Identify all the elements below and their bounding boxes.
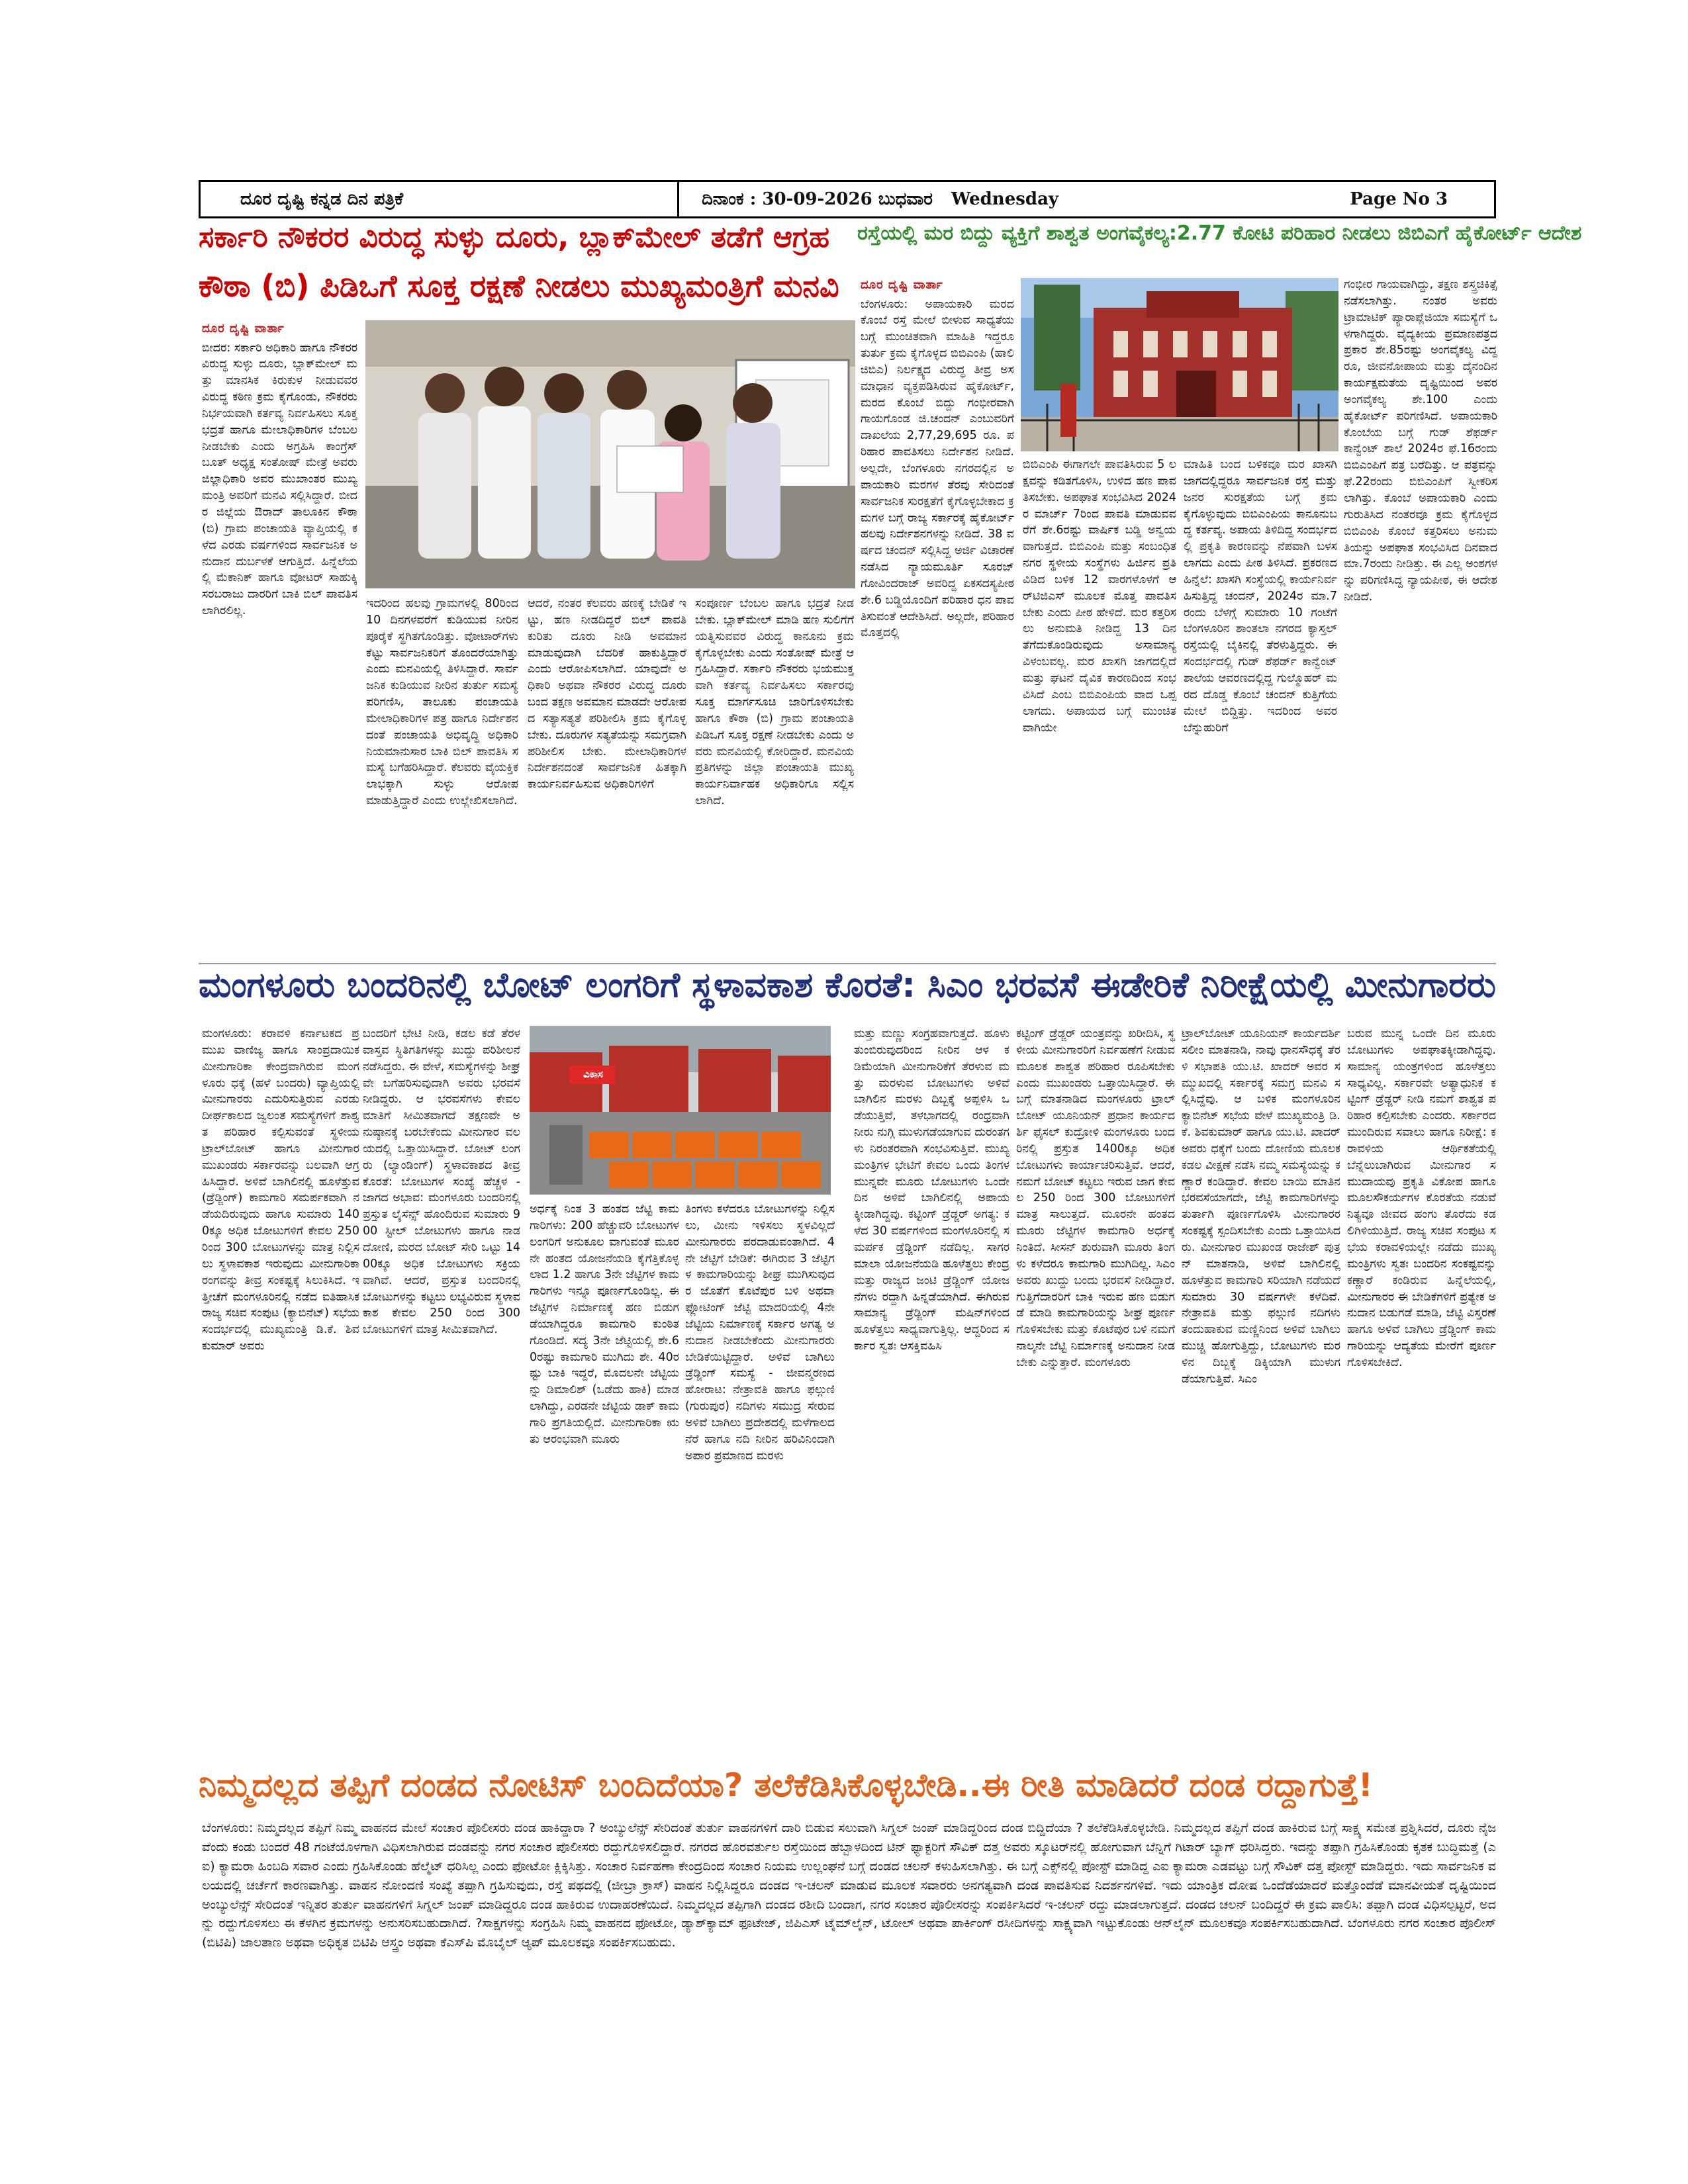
story3-col3: ಅರ್ಧಕ್ಕೆ ನಿಂತ 3 ಹಂತದ ಜೆಟ್ಟಿ ಕಾಮಗಾರಿಗಳು: 200 ಹೆಚ್ಚುವರಿ ಬೋಟುಗಳ ಲಂಗರಿಗೆ ಅನುಕೂಲ ವಾಗುವಂತೆ ಮೂರನೇ ಹಂತದ ಯೋಜನೆಯಡಿ ಕೈಗೆತ್ತಿಕೊಳ್ಳಲಾದ 1.2 ಹಾಗೂ 3ನೇ ಜೆಟ್ಟಿಗಳ ಕಾಮಗಾರಿಗಳು ಇನ್ನೂ ಪೂರ್ಣಗೊಂಡಿಲ್ಲ. ಈ ಜೆಟ್ಟಿಗಳ ನಿರ್ಮಾಣಕ್ಕೆ ಹಣ ಬಿಡುಗಡೆಯಾಗಿದ್ದರೂ ಕಾಮಗಾರಿ ಕುಂಠಿತಗೊಂಡಿದೆ. ಸದ್ಯ 3ನೇ ಜೆಟ್ಟಿಯಲ್ಲಿ ಶೇ.60ರಷ್ಟು ಕಾಮಗಾರಿ ಮುಗಿದು ಶೇ. 40ರಷ್ಟು ಬಾಕಿ ಇದ್ದರೆ, ಮೊದಲನೇ ಜೆಟ್ಟಿಯನ್ನು ಡಿಮಾಲಿಶ್ (ಒಡೆದು ಹಾಕಿ) ಮಾಡಲಾಗಿದ್ದು, ಎರಡನೇ ಜೆಟ್ಟಿಯ ಡಾಕ್ ಕಾಮಗಾರಿ ಪ್ರಗತಿಯಲ್ಲಿದೆ. ಮೀನುಗಾರಿಕಾ ಋತು ಆರಂಭವಾಗಿ ಮೂರು [530, 1203, 679, 1446]
story3-col6: ಕಟ್ಟಿಂಗ್ ಡ್ರೆಡ್ಜರ್ ಯಂತ್ರವನ್ನು ಖರೀದಿಸಿ, ಸ್ಥಳೀಯ ಮೀನುಗಾರರಿಗೆ ನಿರ್ವಹಣೆಗೆ ನೀಡುವ ಮೂಲಕ ಶಾಶ್ವತ ಪರಿಹಾರ ರೂಪಿಸಬೇಕು ಎಂದು ಮುಖಂಡರು ಒತ್ತಾಯಿಸಿದ್ದಾರೆ. ಈ ಬಗ್ಗೆ ಮಾತನಾಡಿದ ಮಂಗಳೂರು ಟ್ರಾಲ್ ಬೋಟ್ ಯೂನಿಯನ್ ಪ್ರಧಾನ ಕಾರ್ಯದರ್ಶಿ ಫೈಸಲ್ ಕುದ್ರೋಳಿ ಮಂಗಳೂರು ಬಂದರಿನಲ್ಲಿ ಪ್ರಸ್ತುತ 1400ಕ್ಕೂ ಅಧಿಕ ಬೋಟುಗಳು ಕಾರ್ಯಾಚರಿಸುತ್ತಿವೆ. ಆದರೆ, ನಮಗೆ ಬೋಟ್ ಕಟ್ಟಲು ಇರುವ ಜಾಗ ಕೇವಲ 250 ರಿಂದ 300 ಬೋಟುಗಳಿಗೆ ಮಾತ್ರ ಸಾಲುತ್ತದೆ. ಮೂರನೇ ಹಂತದ ಮೂರು ಜೆಟ್ಟಿಗಳ ಕಾಮಗಾರಿ ಅರ್ಧಕ್ಕೆ ನಿಂತಿದೆ. ಸೀಸನ್ ಶುರುವಾಗಿ ಮೂರು ತಿಂಗಳು ಕಳೆದರೂ ಕಾಮಗಾರಿ ಮುಗಿದಿಲ್ಲ. ಸಿಎಂ ಅವರು ಖುದ್ದು ಬಂದು ಭರವಸೆ ನೀಡಿದ್ದಾರೆ. ಗುತ್ತಿಗೆದಾರರಿಗೆ ಬಾಕಿ ಇರುವ ಹಣ ಬಿಡುಗಡೆ ಮಾಡಿ ಕಾಮಗಾರಿಯನ್ನು ಶೀಘ್ರ ಪೂರ್ಣಗೊಳಿಸಬೇಕು ಮತ್ತು ಕೊಟೆಪುರ ಬಳಿ ನಮಗೆ ನಾಲ್ಕನೇ ಜೆಟ್ಟಿ ನಿರ್ಮಾಣಕ್ಕೆ ಅನುದಾನ ನೀಡಬೇಕು ಎನ್ನುತ್ತಾರೆ. ಮಂಗಳೂರು [1016, 1027, 1175, 1369]
story1-headline-line1: ಸರ್ಕಾರಿ ನೌಕರರ ವಿರುದ್ಧ ಸುಳ್ಳು ದೂರು, ಬ್ಲಾಕ್‌ಮೇಲ್ ತಡೆಗೆ ಆಗ್ರಹ [199, 220, 830, 254]
day-label: Wednesday [951, 189, 1059, 209]
story2-col1 [861, 277, 1014, 958]
story4-headline: ನಿಮ್ಮದಲ್ಲದ ತಪ್ಪಿಗೆ ದಂಡದ ನೋಟಿಸ್ ಬಂದಿದೆಯಾ? ತಲೆಕೆಡಿಸಿಕೊಳ್ಳಬೇಡಿ..ಈ ರೀತಿ ಮಾಡಿದರೆ ದಂಡ ರದ್ದಾಗುತ್ತೆ! [199, 1766, 1374, 1804]
page-number: Page No 3 [1350, 189, 1448, 209]
story1-col3: ಆದರೆ, ನಂತರ ಕೆಲವರು ಹಣಕ್ಕೆ ಬೇಡಿಕೆ ಇಟ್ಟು, ಹಣ ನೀಡದಿದ್ದರೆ ಬಿಲ್ ಪಾವತಿ ಕುರಿತು ದೂರು ನೀಡಿ ಅವಮಾನ ಮಾಡುವುದಾಗಿ ಬೆದರಿಕೆ ಹಾಕುತ್ತಿದ್ದಾರೆ ಎಂದು ಆರೋಪಿಸಲಾಗಿದೆ. ಯಾವುದೇ ಅಧಿಕಾರಿ ಅಥವಾ ನೌಕರರ ವಿರುದ್ಧ ದೂರು ಬಂದ ತಕ್ಷಣ ಅವಮಾನ ಮಾಡದೇ ಆರೋಪದ ಸತ್ಯಾಸತ್ಯತೆ ಪರಿಶೀಲಿಸಿ ಕ್ರಮ ಕೈಗೊಳ್ಳಬೇಕು. ದೂರುಗಳ ಸತ್ಯತೆಯನ್ನು ಸಮಗ್ರವಾಗಿ ಪರಿಶೀಲಿಸ ಬೇಕು. ಮೇಲಾಧಿಕಾರಿಗಳ ನಿರ್ದೇಶನದಂತೆ ಸಾರ್ವಜನಿಕ ಹಿತಕ್ಕಾಗಿ ಕಾರ್ಯನಿರ್ವಹಿಸುವ ಅಧಿಕಾರಿಗಳಿಗೆ [528, 597, 686, 792]
story3-col2: ಬಂದರಿಗೆ ಭೇಟಿ ನೀಡಿ, ಕಡಲ ಕಡೆ ತೆರಳ ವಾಸ್ತವ ಸ್ಥಿತಿಗತಿಗಳನ್ನು ಖುದ್ದು ಪರಿಶೀಲನೆ ನಡೆಸಿದ್ದರು. ಈ ವೇಳೆ, ಸಮಸ್ಯೆಗಳನ್ನು ಶೀಘ್ರವೇ ಬಗೆಹರಿಸುವುದಾಗಿ ಅವರು ಭರವಸೆ ನೀಡಿದ್ದರು. ಆ ಭರವಸೆಗಳು ಕೇವಲ ಮಾತಿಗೆ ಸೀಮಿತವಾಗದೆ ತಕ್ಷಣವೇ ಅನುಷ್ಠಾನಕ್ಕೆ ಬರಬೇಕೆಂದು ಮೀನುಗಾರ ವಲಯದಲ್ಲಿ ಒತ್ತಾಯಿಸಿದ್ದಾರೆ. ಬೋಟ್ ಲಂಗರು (ಲ್ಯಾಂಡಿಂಗ್) ಸ್ಥಳಾವಕಾಶದ ತೀವ್ರ ಕೊರತೆ: ಬೋಟುಗಳ ಸಂಖ್ಯೆ ಹೆಚ್ಚಳ - ಜಾಗದ ಅಭಾವ: ಮಂಗಳೂರು ಬಂದರಿನಲ್ಲಿ ಪ್ರಸ್ತುತ ಲೈಸೆನ್ಸ್ ಹೊಂದಿರುವ ಸುಮಾರು 900 ಸ್ಟೀಲ್ ಬೋಟುಗಳು ಹಾಗೂ ನಾಡದೋಣಿ, ಮರದ ಬೋಟ್ ಸೇರಿ ಒಟ್ಟು 1400ಕ್ಕೂ ಅಧಿಕ ಬೋಟುಗಳು ಸಕ್ರಿಯವಾಗಿವೆ. ಆದರೆ, ಪ್ರಸ್ತುತ ಬಂದರಿನಲ್ಲಿ ಬೋಟುಗಳನ್ನು ಕಟ್ಟಲು ಲಭ್ಯವಿರುವ ಸ್ಥಳಾವಕಾಶ ಕೇವಲ 250 ರಿಂದ 300 ಬೋಟುಗಳಿಗೆ ಮಾತ್ರ ಸೀಮಿತವಾಗಿದೆ. [363, 1027, 520, 1337]
story3-col1: ಮಂಗಳೂರು: ಕರಾವಳಿ ಕರ್ನಾಟಕದ ಪ್ರಮುಖ ವಾಣಿಜ್ಯ ಹಾಗೂ ಸಾಂಪ್ರದಾಯಿಕ ಮೀನುಗಾರಿಕಾ ಕೇಂದ್ರವಾಗಿರುವ ಮಂಗಳೂರು ಧಕ್ಕೆ (ಹಳೆ ಬಂದರು) ವ್ಯಾಪ್ತಿಯಲ್ಲಿ ಮೀನುಗಾರರು ಎದುರಿಸುತ್ತಿರುವ ಎರಡು ದೀರ್ಘಕಾಲದ ಜ್ವಲಂತ ಸಮಸ್ಯೆಗಳಿಗೆ ಶಾಶ್ವತ ಪರಿಹಾರ ಕಲ್ಪಿಸುವಂತೆ ಸ್ಥಳೀಯ ಟ್ರಾಲ್‌ಬೋಟ್ ಹಾಗೂ ಮೀನುಗಾರ ಮುಖಂಡರು ಸರ್ಕಾರವನ್ನು ಬಲವಾಗಿ ಆಗ್ರಹಿಸಿದ್ದಾರೆ. ಅಳಿವೆ ಬಾಗಿಲಿನಲ್ಲಿ ಹೂಳೆತ್ತುವ (ಡ್ರೆಡ್ಜಿಂಗ್) ಕಾಮಗಾರಿ ಸಮರ್ಪಕವಾಗಿ ನಡೆಯದಿರುವುದು ಹಾಗೂ ಸುಮಾರು 1400ಕ್ಕೂ ಅಧಿಕ ಬೋಟುಗಳಿಗೆ ಕೇವಲ 250 ರಿಂದ 300 ಬೋಟುಗಳನ್ನು ಮಾತ್ರ ನಿಲ್ಲಿಸಲು ಸ್ಥಳಾವಕಾಶ ಇರುವುದು ಮೀನುಗಾರಿಕಾ ರಂಗವನ್ನು ತೀವ್ರ ಸಂಕಷ್ಟಕ್ಕೆ ಸಿಲುಕಿಸಿದೆ. ಇತ್ತೀಚೆಗೆ ಮಂಗಳೂರಿನಲ್ಲಿ ನಡೆದ ಐತಿಹಾಸಿಕ ರಾಜ್ಯ ಸಚಿವ ಸಂಪುಟ (ಕ್ಯಾಬಿನೆಟ್) ಸಭೆಯ ಸಂದರ್ಭದಲ್ಲಿ ಮುಖ್ಯಮಂತ್ರಿ ಡಿ.ಕೆ. ಶಿವಕುಮಾರ್ ಅವರು [202, 1027, 359, 1353]
story4-body: ಬೆಂಗಳೂರು: ನಿಮ್ಮದಲ್ಲದ ತಪ್ಪಿಗೆ ನಿಮ್ಮ ವಾಹನದ ಮೇಲೆ ಸಂಚಾರ ಪೊಲೀಸರು ದಂಡ ಹಾಕಿದ್ದಾರಾ ? ಅಂಬ್ಯುಲೆನ್ಸ್ ಸೇರಿದಂತೆ ತುರ್ತು ವಾಹನಗಳಿಗೆ ದಾರಿ ಬಿಡುವ ಸಲುವಾಗಿ ಸಿಗ್ನಲ್ ಜಂಪ್ ಮಾಡಿದ್ದರಿಂದ ದಂಡ ಬಿದ್ದಿದೆಯಾ ? ತಲೆಕೆಡಿಸಿಕೊಳ್ಳಬೇಡಿ. ನಿಮ್ಮದಲ್ಲದ ತಪ್ಪಿಗೆ ದಂಡ ಹಾಕಿರುವ ಬಗ್ಗೆ ಸಾಕ್ಷ್ಯ ಸಮೇತ ಪ್ರಶ್ನಿಸಿದರೆ, ದೂರು ನೈಜವೆಂದು ಕಂಡು ಬಂದರೆ 48 ಗಂಟೆಯೊಳಗಾಗಿ ವಿಧಿಸಲಾಗಿರುವ ದಂಡವನ್ನು ನಗರ ಸಂಚಾರ ಪೊಲೀಸರು ರದ್ದುಗೊಳಿಸಲಿದ್ದಾರೆ. ನಗರದ ಹೊರವರ್ತುಲ ರಸ್ತೆಯಿಂದ ಹೆಬ್ಬಾಳದಿಂದ ಟಿನ್ ಫ್ಯಾಕ್ಟರಿಗೆ ಸೌವಿಕ್ ದತ್ತ ಅವರು ಸ್ಕೂಟರ್‌ನಲ್ಲಿ ಹೋಗುವಾಗ ಬೆನ್ನಿಗೆ ಗಿಟಾರ್ ಬ್ಯಾಗ್ ಧರಿಸಿದ್ದರು. ಇದನ್ನು ತಪ್ಪಾಗಿ ಗ್ರಹಿಸಿಕೊಂಡು ಕೃತಕ ಬುದ್ಧಿಮತ್ತೆ (ಎಐ) ಕ್ಯಾಮರಾ ಹಿಂಬದಿ ಸವಾರ ಎಂದು ಗ್ರಹಿಸಿಕೊಂಡು ಹೆಲ್ಮೆಟ್ ಧರಿಸಿಲ್ಲ ಎಂದು ಫೋಟೋ ಕ್ಲಿಕ್ಕಿಸಿತ್ತು. ಸಂಚಾರ ನಿರ್ವಹಣಾ ಕೇಂದ್ರದಿಂದ ಸಂಚಾರ ನಿಯಮ ಉಲ್ಲಂಘನೆ ಬಗ್ಗೆ ದಂಡದ ಚಲನ್ ಕಳುಹಿಸಲಾಗಿತ್ತು. ಈ ಬಗ್ಗೆ ಎಕ್ಸ್‌ನಲ್ಲಿ ಪೋಸ್ಟ್ ಮಾಡಿದ್ದ ಎಐ ಕ್ಯಾಮರಾ ಎಡವಟ್ಟು ಬಗ್ಗೆ ಸೌವಿಕ್ ದತ್ತ ಪೋಸ್ಟ್ ಮಾಡಿದ್ದರು. ಇದು ಸಾರ್ವಜನಿಕ ವಲಯದಲ್ಲಿ ಚರ್ಚೆಗೆ ಕಾರಣವಾಗಿತ್ತು. ವಾಹನ ನೋಂದಣಿ ಸಂಖ್ಯೆ ತಪ್ಪಾಗಿ ಗ್ರಹಿಸುವುದು, ರಸ್ತೆ ಪಥದಲ್ಲಿ (ಜೀಬ್ರಾ ಕ್ರಾಸ್) ವಾಹನ ನಿಲ್ಲಿಸಿದ್ದರೂ ದಂಡದ ಇ-ಚಲನ್ ಮಾಡುವ ಮೂಲಕ ಸವಾರರು ಅನಗತ್ಯವಾಗಿ ದಂಡ ಪಾವತಿಸುವ ನಿದರ್ಶನಗಳಿವೆ. ಇದು ಯಾಂತ್ರಿಕ ದೋಷ ಒಂದೆಡೆಯಾದರೆ ಮತ್ತೊಂದೆಡೆ ಮಾನವೀಯತೆ ದೃಷ್ಟಿಯಿಂದ ಅಂಬ್ಯುಲೆನ್ಸ್ ಸೇರಿದಂತೆ ಇನ್ನಿತರ ತುರ್ತು ವಾಹನಗಳಿಗೆ ಸಿಗ್ನಲ್ ಜಂಪ್ ಮಾಡಿದ್ದರೂ ದಂಡ ಹಾಕಿರುವ ಉದಾಹರಣೆಯಿದೆ. ನಿಮ್ಮದಲ್ಲದ ತಪ್ಪಿಗಾಗಿ ದಂಡದ ರಶೀದಿ ಬಂದಾಗ, ನಗರ ಸಂಚಾರ ಪೊಲೀಸರನ್ನು ಸಂಪರ್ಕಿಸಿದರೆ ಇ-ಚಲನ್ ರದ್ದು ಮಾಡಲಾಗುತ್ತದೆ. ದಂಡದ ಚಲನ್ ಬಂದಿದ್ದರೆ ಈ ಕ್ರಮ ಪಾಲಿಸಿ: ತಪ್ಪಾಗಿ ದಂಡ ವಿಧಿಸಲ್ಪಟ್ಟರೆ, ಅದನ್ನು ರದ್ದುಗೊಳಿಸಲು ಈ ಕೆಳಗಿನ ಕ್ರಮಗಳನ್ನು ಅನುಸರಿಸಬಹುದಾಗಿದೆ. ?ಸಾಕ್ಷಗಳನ್ನು ಸಂಗ್ರಹಿಸಿ ನಿಮ್ಮ ವಾಹನದ ಫೋಟೋ, ಡ್ಯಾಶ್‌ಕ್ಯಾಮ್ ಫೂಟೇಜ್, ಜಿಪಿಎಸ್ ಟೈಮ್‌ಲೈನ್, ಟೋಲ್ ಅಥವಾ ಪಾರ್ಕಿಂಗ್ ರಸೀದಿಗಳನ್ನು ಸಾಕ್ಷ್ಯವಾಗಿ ಇಟ್ಟುಕೊಂಡು ಆನ್‌ಲೈನ್ ಮೂಲಕವೂ ಸಂಪರ್ಕಿಸಬಹುದಾಗಿದೆ. ಬೆಂಗಳೂರು ನಗರ ಸಂಚಾರ ಪೊಲೀಸ್ (ಬಿಟಿಪಿ) ಜಾಲತಾಣ ಅಥವಾ ಅಧಿಕೃತ ಬಿಟಿಪಿ ಆಸ್ತ್ರಂ ಅಥವಾ ಕೆಎಸ್‌ಪಿ ಮೊಬೈಲ್ ಆ್ಯಪ್ ಮೂಲಕವೂ ಸಂಪರ್ಕಿಸಬಹುದು. [202, 1821, 1496, 1950]
memorandum-photo [365, 320, 855, 588]
story3-photo [530, 1026, 831, 1195]
story2-col3: ಮಾಹಿತಿ ಬಂದ ಬಳಿಕವೂ ಮರ ಖಾಸಗಿ ಜಾಗದಲ್ಲಿದ್ದರೂ ಸಾರ್ವಜನಿಕ ರಸ್ತೆ ಮತ್ತು ಜನರ ಸುರಕ್ಷತೆಯ ಬಗ್ಗೆ ಕ್ರಮ ಕೈಗೊಳ್ಳುವುದು ಬಿಬಿಎಂಪಿಯ ಕಾನೂನುಬದ್ಧ ಕರ್ತವ್ಯ. ಅಪಾಯ ತಿಳಿದಿದ್ದ ಸಂದರ್ಭದಲ್ಲಿ ಪ್ರಕೃತಿ ಕಾರಣವನ್ನು ನೆಪವಾಗಿ ಬಳಸಲಾಗದು ಎಂದು ಪೀಠ ತಿಳಿಸಿದೆ. ಪ್ರಕರಣದ ಹಿನ್ನೆಲೆ: ಖಾಸಗಿ ಸಂಸ್ಥೆಯಲ್ಲಿ ಕಾರ್ಯನಿರ್ವಹಿಸುತ್ತಿದ್ದ ಚಂದನ್, 2024ರ ಮಾ.7ರಂದು ಬೆಳಗ್ಗೆ ಸುಮಾರು 10 ಗಂಟೆಗೆ ಬೆಂಗಳೂರಿನ ಶಾಂತಲಾ ನಗರದ ಕ್ಯಾಸ್ತಲ್ ರಸ್ತೆಯಲ್ಲಿ ಬೈಕಿನಲ್ಲಿ ತೆರಳುತ್ತಿದ್ದರು. ಈ ಸಂದರ್ಭದಲ್ಲಿ ಗುಡ್ ಶೆಫರ್ಡ್ ಕಾನ್ವೆಂಟ್ ಶಾಲೆಯ ಆವರಣದಲ್ಲಿದ್ದ ಗುಲ್ಮೊಹರ್ ಮರದ ದೊಡ್ಡ ಕೊಂಬೆ ಚಂದನ್ ಕುತ್ತಿಗೆಯ ಮೇಲೆ ಬಿದ್ದಿತ್ತು. ಇದರಿಂದ ಅವರ ಬೆನ್ನುಹುರಿಗೆ [1184, 458, 1337, 735]
story3-col4: ತಿಂಗಳು ಕಳೆದರೂ ಬೋಟುಗಳನ್ನು ನಿಲ್ಲಿಸಲು, ಮೀನು ಇಳಿಸಲು ಸ್ಥಳವಿಲ್ಲದೆ ಮೀನುಗಾರರು ಪರದಾಡುವಂತಾಗಿದೆ. 4ನೇ ಜೆಟ್ಟಿಗೆ ಬೇಡಿಕೆ: ಈಗಿರುವ 3 ಜೆಟ್ಟಿಗಳ ಕಾಮಗಾರಿಯನ್ನು ಶೀಘ್ರ ಮುಗಿಸುವುದರ ಜೊತೆಗೆ ಕೊಟೆಪುರ ಬಳಿ ಅಥವಾ ಫ್ಲೋಟಿಂಗ್ ಜೆಟ್ಟಿ ಮಾದರಿಯಲ್ಲಿ 4ನೇ ಜೆಟ್ಟಿಯ ನಿರ್ಮಾಣಕ್ಕೆ ಸರ್ಕಾರ ಅಗತ್ಯ ಅನುದಾನ ನೀಡಬೇಕೆಂದು ಮೀನುಗಾರರು ಬೇಡಿಕೆಯಿಟ್ಟಿದ್ದಾರೆ. ಅಳಿವೆ ಬಾಗಿಲು ಡ್ರೆಡ್ಜಿಂಗ್ ಸಮಸ್ಯೆ - ಜೀವನ್ಮರಣದ ಹೋರಾಟ: ನೇತ್ರಾವತಿ ಹಾಗೂ ಫಲ್ಗುಣಿ (ಗುರುಪುರ) ನದಿಗಳು ಸಮುದ್ರ ಸೇರುವ ಅಳಿವೆ ಬಾಗಿಲು ಪ್ರದೇಶದಲ್ಲಿ ಮಳೆಗಾಲದ ನೆರೆ ಹಾಗೂ ನದಿ ನೀರಿನ ಹರಿವಿನಿಂದಾಗಿ ಅಪಾರ ಪ್ರಮಾಣದ ಮರಳು [685, 1203, 835, 1463]
photo-tag: ವಿಕಾಸ [583, 1068, 603, 1080]
story2-byline: ದೂರ ದೃಷ್ಟಿ ವಾರ್ತಾ [861, 278, 943, 292]
story1-byline: ದೂರ ದೃಷ್ಟಿ ವಾರ್ತಾ [202, 322, 285, 336]
high-court-photo [1021, 278, 1338, 451]
story1-photo [365, 320, 855, 588]
date-bar [677, 182, 1276, 216]
story2-col4: ಗಂಭೀರ ಗಾಯವಾಗಿದ್ದು, ತಕ್ಷಣ ಶಸ್ತ್ರಚಿಕಿತ್ಸೆ ನಡೆಸಲಾಗಿತ್ತು. ನಂತರ ಅವರು ಟ್ರಾಮಾಟಿಕ್ ಪ್ಯಾರಾಪ್ಲೆಜಿಯಾ ಸಮಸ್ಯೆಗೆ ಒಳಗಾಗಿದ್ದರು. ವೈದ್ಯಕೀಯ ಪ್ರಮಾಣಪತ್ರದ ಪ್ರಕಾರ ಶೇ.85ರಷ್ಟು ಅಂಗವೈಕಲ್ಯ ವಿದ್ದರೂ, ಜೀವನೋಪಾಯ ಮತ್ತು ದೈನಂದಿನ ಕಾರ್ಯಕ್ಷಮತೆಯ ದೃಷ್ಟಿಯಿಂದ ಅವರ ಅಂಗವೈಕಲ್ಯ ಶೇ.100 ಎಂದು ಹೈಕೋರ್ಟ್ ಪರಿಗಣಿಸಿದೆ. ಅಪಾಯಕಾರಿ ಕೊಂಬೆಯ ಬಗ್ಗೆ ಗುಡ್ ಶೆಫರ್ಡ್ ಕಾನ್ವೆಂಟ್ ಶಾಲೆ 2024ರ ಫೆ.16ರಂದು ಬಿಬಿಎಂಪಿಗೆ ಪತ್ರ ಬರೆದಿತ್ತು. ಆ ಪತ್ರವನ್ನು ಫೆ.22ರಂದು ಬಿಬಿಎಂಪಿಗೆ ಸ್ವೀಕರಿಸಲಾಗಿತ್ತು. ಕೊಂಬೆ ಅಪಾಯಕಾರಿ ಎಂದು ಗುರುತಿಸಿದ ನಂತರವೂ ಕ್ರಮ ಕೈಗೊಳ್ಳದ ಬಿಬಿಎಂಪಿ ಕೊಂಬೆ ಕತ್ತರಿಸಲು ಅನುಮತಿಯನ್ನು ಅಪಘಾತ ಸಂಭವಿಸಿದ ದಿನವಾದ ಮಾ.7ರಂದು ನೀಡಿತ್ತು. ಈ ಎಲ್ಲ ಅಂಶಗಳನ್ನು ಪರಿಗಣಿಸಿದ್ದ ನ್ಯಾಯಪೀಠ, ಈ ಆದೇಶ ನೀಡಿದೆ. [1344, 278, 1497, 604]
harbour-photo [530, 1026, 831, 1195]
story3-headline: ಮಂಗಳೂರು ಬಂದರಿನಲ್ಲಿ ಬೋಟ್ ಲಂಗರಿಗೆ ಸ್ಥಳಾವಕಾಶ ಕೊರತೆ: ಸಿಎಂ ಭರವಸೆ ಈಡೇರಿಕೆ ನಿರೀಕ್ಷೆಯಲ್ಲಿ ಮೀನುಗಾರರು [199, 966, 1496, 1005]
story2-headline: ರಸ್ತೆಯಲ್ಲಿ ಮರ ಬಿದ್ದು ವ್ಯಕ್ತಿಗೆ ಶಾಶ್ವತ ಅಂಗವೈಕಲ್ಯ:2.77 ಕೋಟಿ ಪರಿಹಾರ ನೀಡಲು ಜಿಬಿಎಗೆ ಹೈಕೋರ್ಟ್ ಆದೇಶ [857, 222, 1582, 245]
story1-col4: ಸಂಪೂರ್ಣ ಬೆಂಬಲ ಹಾಗೂ ಭದ್ರತೆ ನೀಡಬೇಕು. ಬ್ಲಾಕ್‌ಮೇಲ್ ಮಾಡಿ ಹಣ ಸುಲಿಗೆಗೆ ಯತ್ನಿಸುವವರ ವಿರುದ್ಧ ಕಾನೂನು ಕ್ರಮ ಕೈಗೊಳ್ಳಬೇಕು ಎಂದು ಸಂತೋಷ್ ಮೇತ್ರೆ ಆಗ್ರಹಿಸಿದ್ದಾರೆ. ಸರ್ಕಾರಿ ನೌಕರರು ಭಯಮುಕ್ತವಾಗಿ ಕರ್ತವ್ಯ ನಿರ್ವಹಿಸಲು ಸರ್ಕಾರವು ಸೂಕ್ತ ಮಾರ್ಗಸೂಚಿ ಜಾರಿಗೊಳಿಸಬೇಕು ಹಾಗೂ ಕೌಠಾ (ಬಿ) ಗ್ರಾಮ ಪಂಚಾಯತಿ ಪಿಡಿಒಗೆ ಸೂಕ್ತ ರಕ್ಷಣೆ ನೀಡಬೇಕು ಎಂದು ಅವರು ಮನವಿಯಲ್ಲಿ ಕೋರಿದ್ದಾರೆ. ಮನವಿಯ ಪ್ರತಿಗಳನ್ನು ಜಿಲ್ಲಾ ಪಂಚಾಯತಿ ಮುಖ್ಯ ಕಾರ್ಯನಿರ್ವಾಹಕ ಅಧಿಕಾರಿಗೂ ಸಲ್ಲಿಸಲಾಗಿದೆ. [695, 597, 854, 808]
story1-headline-line2: ಕೌಠಾ (ಬಿ) ಪಿಡಿಒಗೆ ಸೂಕ್ತ ರಕ್ಷಣೆ ನೀಡಲು ಮುಖ್ಯಮಂತ್ರಿಗೆ ಮನವಿ [199, 268, 839, 304]
story2-photo [1021, 278, 1338, 451]
story1-col2: ಇದರಿಂದ ಹಲವು ಗ್ರಾಮಗಳಲ್ಲಿ 80ರಿಂದ 10 ದಿನಗಳವರೆಗೆ ಕುಡಿಯುವ ನೀರಿನ ಪೂರೈಕೆ ಸ್ಥಗಿತಗೊಂಡಿತ್ತು. ವೋಟಾರ್‌ಗಳು ಕೆಟ್ಟು ಸಾರ್ವಜನಿಕರಿಗೆ ತೊಂದರೆಯಾಗಿತ್ತು ಎಂದು ಮನವಿಯಲ್ಲಿ ತಿಳಿಸಿದ್ದಾರೆ. ಸಾರ್ವಜನಿಕ ಕುಡಿಯುವ ನೀರಿನ ತುರ್ತು ಸಮಸ್ಯೆ ಪರಿಗಣಿಸಿ, ತಾಲೂಕು ಪಂಚಾಯತಿ ಮೇಲಾಧಿಕಾರಿಗಳ ಪತ್ರ ಹಾಗೂ ನಿರ್ದೇಶನದಂತೆ ಪಂಚಾಯತಿ ಅಭಿವೃದ್ಧಿ ಅಧಿಕಾರಿ ನಿಯಮಾನುಸಾರ ಬಾಕಿ ಬಿಲ್ ಪಾವತಿಸಿ ಸಮಸ್ಯೆ ಬಗೆಹರಿಸಿದ್ದಾರೆ. ಕೆಲವರು ವೈಯಕ್ತಿಕ ಲಾಭಕ್ಕಾಗಿ ಸುಳ್ಳು ಆರೋಪ ಮಾಡುತ್ತಿದ್ದಾರೆ ಎಂದು ಉಲ್ಲೇಖಿಸಲಾಗಿದೆ. [366, 597, 518, 808]
paper-name: ದೂರ ದೃಷ್ಟಿ ಕನ್ನಡ ದಿನ ಪತ್ರಿಕೆ [240, 189, 404, 209]
section-divider [199, 963, 1496, 964]
story2-col1-text: ಬೆಂಗಳೂರು: ಅಪಾಯಕಾರಿ ಮರದ ಕೊಂಬೆ ರಸ್ತೆ ಮೇಲೆ ಬೀಳುವ ಸಾಧ್ಯತೆಯ ಬಗ್ಗೆ ಮುಂಚಿತವಾಗಿ ಮಾಹಿತಿ ಇದ್ದರೂ ತುರ್ತು ಕ್ರಮ ಕೈಗೊಳ್ಳದ ಬಿಬಿಎಂಪಿ (ಹಾಲಿ ಜಿಬಿಎ) ನಿರ್ಲಕ್ಷ್ಯದ ವಿರುದ್ಧ ತೀವ್ರ ಅಸಮಾಧಾನ ವ್ಯಕ್ತಪಡಿಸಿರುವ ಹೈಕೋರ್ಟ್, ಮರದ ಕೊಂಬೆ ಬಿದ್ದು ಗಂಭೀರವಾಗಿ ಗಾಯಗೊಂಡ ಜಿ.ಚಂದನ್ ಎಂಬುವರಿಗೆ ದಾಖಲೆಯ 2,77,29,695 ರೂ. ಪರಿಹಾರ ಪಾವತಿಸಲು ನಿರ್ದೇಶನ ನೀಡಿದೆ. ಅಲ್ಲದೇ, ಬೆಂಗಳೂರು ನಗರದಲ್ಲಿನ ಅಪಾಯಕಾರಿ ಮರಗಳ ತೆರವು ಸೇರಿದಂತೆ ಸಾರ್ವಜನಿಕ ಸುರಕ್ಷತೆಗೆ ಕೈಗೊಳ್ಳಬೇಕಾದ ಕ್ರಮಗಳ ಬಗ್ಗೆ ರಾಜ್ಯ ಸರ್ಕಾರಕ್ಕೆ ಹೈಕೋರ್ಟ್ ಹಲವು ನಿರ್ದೇಶನಗಳನ್ನು ನೀಡಿದೆ. 38 ವರ್ಷದ ಚಂದನ್ ಸಲ್ಲಿಸಿದ್ದ ಅರ್ಜಿ ವಿಚಾರಣೆ ನಡೆಸಿದ ನ್ಯಾಯಮೂರ್ತಿ ಸೂರಜ್ ಗೋವಿಂದರಾಜ್ ಅವರಿದ್ದ ಏಕಸದಸ್ಯಪೀಠ ಶೇ.6 ಬಡ್ಡಿಯೊಂದಿಗೆ ಪರಿಹಾರ ಧನ ಪಾವತಿಸುವಂತೆ ಆದೇಶಿಸಿದೆ. ಅಲ್ಲದೇ, ಪರಿಹಾರ ಮೊತ್ತದಲ್ಲಿ [861, 297, 1014, 640]
story2-col2: ಬಿಬಿಎಂಪಿ ಈಗಾಗಲೇ ಪಾವತಿಸಿರುವ 5 ಲಕ್ಷವನ್ನು ಕಡಿತಗೊಳಿಸಿ, ಉಳಿದ ಹಣ ಪಾವತಿಸಬೇಕು. ಅಪಘಾತ ಸಂಭವಿಸಿದ 2024ರ ಮಾರ್ಚ್ 7ರಿಂದ ಪಾವತಿ ಮಾಡುವವರೆಗೆ ಶೇ.6ರಷ್ಟು ವಾರ್ಷಿಕ ಬಡ್ಡಿ ಅನ್ವಯವಾಗುತ್ತದೆ. ಬಿಬಿಎಂಪಿ ಮತ್ತು ಸಂಬಂಧಿತ ನಗರ ಸ್ಥಳೀಯ ಸಂಸ್ಥೆಗಳು ಹಿರ್ಜಿನ ಪ್ರತಿ ವಿಡಿದ ಬಳಿಕ 12 ವಾರಗಳೊಳಗೆ ಆರ್‌ಟಿಜಿಎಸ್ ಮೂಲಕ ಮೊತ್ತ ಪಾವತಿಸಬೇಕು ಎಂದು ಪೀಠ ಹೇಳಿದೆ. ಮರ ಕತ್ತರಿಸಲು ಅನುಮತಿ ನೀಡಿದ್ದ 13 ದಿನ ತೆಗೆದುಕೊಂಡಿರುವುದು ಅಸಾಮಾನ್ಯ ವಿಳಂಬವಲ್ಲ. ಮರ ಖಾಸಗಿ ಜಾಗದಲ್ಲಿದೆ ಮತ್ತು ಘಟನೆ ದೈವಿಕ ಕಾರಣದಿಂದ ಸಂಭವಿಸಿದೆ ಎಂಬ ಬಿಬಿಎಂಪಿಯ ವಾದ ಒಪ್ಪಲಾಗದು. ಅಪಾಯದ ಬಗ್ಗೆ ಮುಂಚಿತವಾಗಿಯೇ [1023, 458, 1176, 735]
story1-col1 [202, 320, 357, 956]
page-header [199, 180, 1496, 218]
date-label: ದಿನಾಂಕ : 30-09-2026 ಬುಧವಾರ [702, 189, 933, 209]
story3-col7: ಟ್ರಾಲ್‌ಬೋಟ್ ಯೂನಿಯನ್ ಕಾರ್ಯದರ್ಶಿ ಸಲೀಂ ಮಾತನಾಡಿ, ನಾವು ಧಾನಸೌಧಕ್ಕೆ ತೆರಳಿ ಸಭಾಪತಿ ಯು.ಟಿ. ಖಾದರ್ ಅವರ ಸಮ್ಮುಖದಲ್ಲಿ ಸರ್ಕಾರಕ್ಕೆ ಸಮಗ್ರ ಮನವಿ ಸಲ್ಲಿಸಿದ್ದೆವು. ಆ ಬಳಿಕ ಮಂಗಳೂರಿನ ಕ್ಯಾಬಿನೆಟ್ ಸಭೆಯ ವೇಳೆ ಮುಖ್ಯಮಂತ್ರಿ ಡಿ.ಕೆ. ಶಿವಕುಮಾರ್ ಹಾಗೂ ಯು.ಟಿ. ಖಾದರ್ ಅವರು ಧಕ್ಕೆಗೆ ಬಂದು ದೋಣಿಯ ಮೂಲಕ ಕಡಲ ವೀಕ್ಷಣೆ ನಡೆಸಿ ನಮ್ಮ ಸಮಸ್ಯೆಯನ್ನು ಕಣ್ಣಾರೆ ಕಂಡಿದ್ದಾರೆ. ಕೇವಲ ಬಾಯಿ ಮಾತಿನ ಭರವಸೆಯಾಗದೇ, ಜೆಟ್ಟಿ ಕಾಮಗಾರಿಗಳನ್ನು ತುರ್ತಾಗಿ ಪೂರ್ಣಗೊಳಿಸಿ ಮೀನುಗಾರರ ಸಂಕಷ್ಟಕ್ಕೆ ಸ್ಪಂದಿಸಬೇಕು ಎಂದು ಒತ್ತಾಯಿಸಿದರು. ಮೀನುಗಾರ ಮುಖಂಡ ರಾಜೇಶ್ ಪುತ್ರನ್ ಮಾತನಾಡಿ, ಅಳಿವೆ ಬಾಗಿಲಿನಲ್ಲಿ ಹೂಳೆತ್ತುವ ಕಾಮಗಾರಿ ಸರಿಯಾಗಿ ನಡೆಯದೆ ಸುಮಾರು 30 ವರ್ಷಗಳೇ ಕಳೆದಿವೆ. ನೇತ್ರಾವತಿ ಮತ್ತು ಫಲ್ಗುಣಿ ನದಿಗಳು ತಂದುಹಾಕುವ ಮಣ್ಣಿನಿಂದ ಅಳಿವೆ ಬಾಗಿಲು ಮುಚ್ಚಿ ಹೋಗುತ್ತಿದ್ದು, ಬೋಟುಗಳು ಮರಳಿನ ದಿಬ್ಬಕ್ಕೆ ಡಿಕ್ಕಿಯಾಗಿ ಮುಳುಗಡೆಯಾಗುತ್ತಿವೆ. ಸಿಎಂ [1182, 1027, 1340, 1386]
story3-col5: ಮತ್ತು ಮಣ್ಣು ಸಂಗ್ರಹವಾಗುತ್ತದೆ. ಹೂಳು ತುಂಬಿರುವುದರಿಂದ ನೀರಿನ ಆಳ ಕಡಿಮೆಯಾಗಿ ಮೀನುಗಾರಿಕೆಗೆ ತೆರಳುವ ಮತ್ತು ಮರಳುವ ಬೋಟುಗಳು ಅಳಿವೆ ಬಾಗಿಲಿನ ಮರಳು ದಿಬ್ಬಕ್ಕೆ ಅಪ್ಪಳಿಸಿ ಒಡೆಯುತ್ತಿವೆ, ತಳಭಾಗದಲ್ಲಿ ರಂಧ್ರವಾಗಿ ನೀರು ನುಗ್ಗಿ ಮುಳುಗಡೆಯಾಗುವ ದುರಂತಗಳು ನಿರಂತರವಾಗಿ ಸಂಭವಿಸುತ್ತಿವೆ. ಮುಖ್ಯಮಂತ್ರಿಗಳ ಭೇಟಿಗೆ ಕೇವಲ ಒಂದು ತಿಂಗಳ ಮುನ್ನವೇ ಮೂರು ಬೋಟುಗಳು ಒಂದೇ ದಿನ ಅಳಿವೆ ಬಾಗಿಲಿನಲ್ಲಿ ಅಪಾಯ ಕ್ಕೀಡಾಗಿದ್ದವು. ಕಟ್ಟಿಂಗ್ ಡ್ರೆಡ್ಜರ್ ಅಗತ್ಯ: ಕಳೆದ 30 ವರ್ಷಗಳಿಂದ ಮಂಗಳೂರಿನಲ್ಲಿ ಸಮರ್ಪಕ ಡ್ರೆಡ್ಜಿಂಗ್ ನಡೆದಿಲ್ಲ. ಸಾಗರಮಾಲಾ ಯೋಜನೆಯಡಿ ಹೂಳೆತ್ತಲು ಕೇಂದ್ರ ಮತ್ತು ರಾಜ್ಯದ ಜಂಟಿ ಡ್ರೆಡ್ಜಿಂಗ್ ಯೋಜನೆಗಳು ರದ್ದಾಗಿ ಹಿನ್ನಡೆಯಾಗಿದೆ. ಈಗಿರುವ ಸಾಮಾನ್ಯ ಡ್ರೆಡ್ಜಿಂಗ್ ಮಷಿನ್‌ಗಳಿಂದ ಹೂಳೆತ್ತಲು ಸಾಧ್ಯವಾಗುತ್ತಿಲ್ಲ. ಆದ್ದರಿಂದ ಸರ್ಕಾರ ಸ್ವತಃ ಆಸಕ್ತಿವಹಿಸಿ [854, 1027, 1009, 1353]
story3-col8: ಬರುವ ಮುನ್ನ ಒಂದೇ ದಿನ ಮೂರು ಬೋಟುಗಳು ಅಪಘಾತಕ್ಕೀಡಾಗಿದ್ದವು. ಸಾಮಾನ್ಯ ಯಂತ್ರಗಳಿಂದ ಹೂಳೆತ್ತಲು ಸಾಧ್ಯವಿಲ್ಲ. ಸರ್ಕಾರವೇ ಅತ್ಯಾಧುನಿಕ ಕಟ್ಟಿಂಗ್ ಡ್ರೆಡ್ಜರ್ ನೀಡಿ ನಮಗೆ ಶಾಶ್ವತ ಪರಿಹಾರ ಕಲ್ಪಿಸಬೇಕು ಎಂದರು. ಸರ್ಕಾರದ ಮುಂದಿರುವ ಸವಾಲು ಹಾಗೂ ನಿರೀಕ್ಷೆ: ಕರಾವಳಿಯ ಆರ್ಥಿಕತೆಯಲ್ಲಿ ಬೆನ್ನೆಲುಬಾಗಿರುವ ಮೀನುಗಾರ ಸಮುದಾಯವು ಪ್ರಕೃತಿ ವಿಕೋಪ ಹಾಗೂ ಮೂಲಸೌಕರ್ಯಗಳ ಕೊರತೆಯ ನಡುವೆ ನಿತ್ಯವೂ ಜೀವದ ಹಂಗು ತೊರೆದು ಕಡಲಿಗಿಳಿಯುತ್ತಿದೆ. ರಾಜ್ಯ ಸಚಿವ ಸಂಪುಟ ಸಭೆಯ ಕರಾವಳಿಯಲ್ಲೇ ನಡೆದು ಮುಖ್ಯಮಂತ್ರಿಗಳು ಸ್ವತಃ ಬಂದರಿನ ಸಂಕಷ್ಟವನ್ನು ಕಣ್ಣಾರೆ ಕಂಡಿರುವ ಹಿನ್ನೆಲೆಯಲ್ಲಿ, ಮೀನುಗಾರರ ಈ ಬೇಡಿಕೆಗಳಿಗೆ ಪ್ರತ್ಯೇಕ ಅನುದಾನ ಬಿಡುಗಡೆ ಮಾಡಿ, ಜೆಟ್ಟಿ ವಿಸ್ತರಣೆ ಹಾಗೂ ಅಳಿವೆ ಬಾಗಿಲು ಡ್ರೆಡ್ಜಿಂಗ್ ಕಾಮಗಾರಿಯನ್ನು ಆದ್ಯತೆಯ ಮೇರೆಗೆ ಪೂರ್ಣಗೊಳಿಸಬೇಕಿದೆ. [1347, 1027, 1496, 1369]
story1-col1-text: ಬೀದರ: ಸರ್ಕಾರಿ ಅಧಿಕಾರಿ ಹಾಗೂ ನೌಕರರ ವಿರುದ್ಧ ಸುಳ್ಳು ದೂರು, ಬ್ಲಾಕ್‌ಮೇಲ್ ಮತ್ತು ಮಾನಸಿಕ ಕಿರುಕುಳ ನೀಡುವವರ ವಿರುದ್ಧ ಕಠಿಣ ಕ್ರಮ ಕೈಗೊಂಡು, ನೌಕರರು ನಿರ್ಭಯವಾಗಿ ಕರ್ತವ್ಯ ನಿರ್ವಹಿಸಲು ಸೂಕ್ತ ಭದ್ರತೆ ಹಾಗೂ ಮೇಲಾಧಿಕಾರಿಗಳ ಬೆಂಬಲ ನೀಡಬೇಕು ಎಂದು ಅಗ್ರಹಿಸಿ ಕಾಂಗ್ರೆಸ್ ಬೂತ್ ಅಧ್ಯಕ್ಷ ಸಂತೋಷ್ ಮೇತ್ರೆ ಅವರು ಜಿಲ್ಲಾಧಿಕಾರಿ ಅವರ ಮುಖಾಂತರ ಮುಖ್ಯಮಂತ್ರಿ ಅವರಿಗೆ ಮನವಿ ಸಲ್ಲಿಸಿದ್ದಾರೆ. ಬೀದರ ಜಿಲ್ಲೆಯ ಔರಾದ್ ತಾಲೂಕಿನ ಕೌಠಾ (ಬಿ) ಗ್ರಾಮ ಪಂಚಾಯತಿ ವ್ಯಾಪ್ತಿಯಲ್ಲಿ ಕಳೆದ ಎರಡು ವರ್ಷಗಳಿಂದ ಸಾರ್ವಜನಿಕ ಅನುದಾನ ದುರ್ಬಳಕೆ ಆಗುತ್ತಿದೆ. ಹಿನ್ನೆಲೆಯಲ್ಲಿ ಮೆಕಾನಿಕ್ ಹಾಗೂ ವೋಟರ್ ಸಾಹುಕ್ಕಿ ಸರಬರಾಜು ದಾರರಿಗೆ ಬಾಕಿ ಬಿಲ್ ಪಾವತಿಸಲಾಗಿರಲಿಲ್ಲ. [202, 341, 357, 618]
